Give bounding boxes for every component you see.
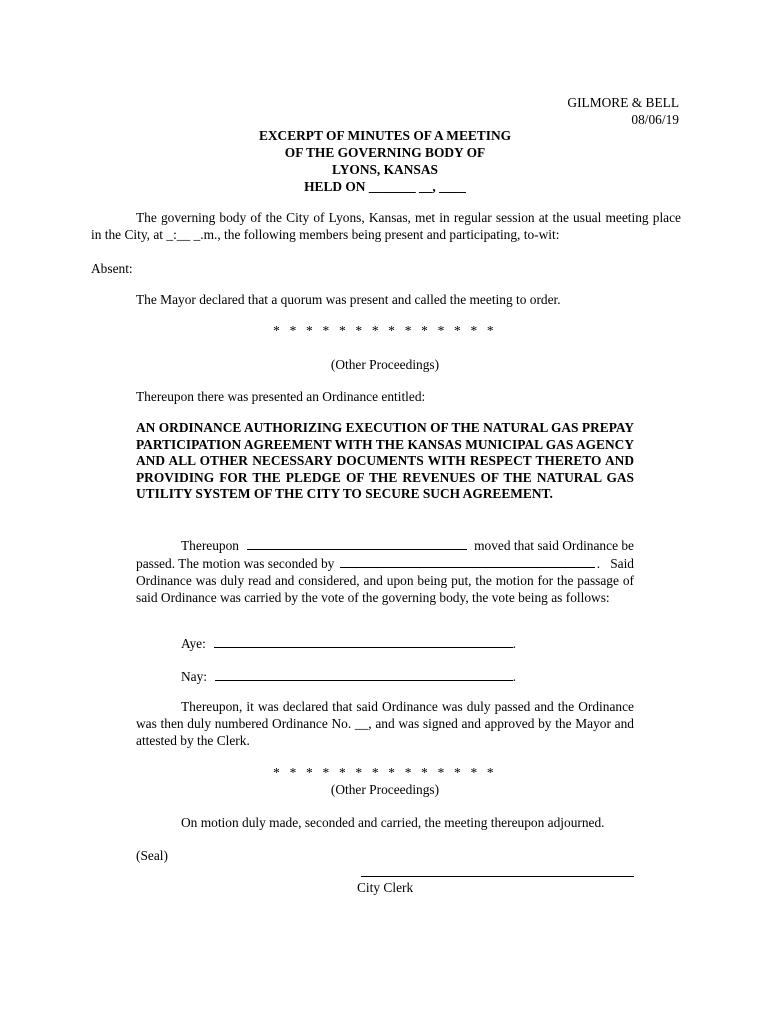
- nay-label: Nay:: [181, 669, 208, 684]
- title-line-3: LYONS, KANSAS: [332, 162, 438, 177]
- motion-line-1: [136, 536, 634, 554]
- motion-paragraph: [136, 536, 634, 606]
- aye-label: Aye:: [181, 636, 206, 651]
- nay-blank[interactable]: [215, 667, 513, 681]
- city-clerk-label: City Clerk: [357, 880, 414, 895]
- firm-name: GILMORE & BELL: [567, 95, 679, 110]
- other-proceedings-label: (Other Proceedings): [330, 357, 440, 372]
- thereupon-text: Thereupon: [181, 538, 240, 553]
- absent-label: Absent:: [91, 261, 133, 276]
- separator-stars-2: * * * * * * * * * * * * * *: [273, 765, 497, 780]
- motion-rest-text: Ordinance was duly read and considered, and upon being put, the motion for the passage of said Ordinance was carried by the vote of the governing body, the vote being as follows:: [136, 573, 634, 605]
- mover-blank[interactable]: [247, 536, 467, 550]
- seconder-blank[interactable]: [340, 554, 594, 568]
- said-text: . Said: [596, 556, 634, 571]
- ordinance-title: AN ORDINANCE AUTHORIZING EXECUTION OF THE NATURAL GAS PREPAY PARTICIPATION AGREEMENT WITH THE KANSAS MUNICIPAL GAS AGENCY AND ALL OTHER NECESSARY DOCUMENTS WITH RESPECT THERETO AND PROVIDING FOR THE PLEDGE OF THE REVENUES OF THE NATURAL GAS UTILITY SYSTEM OF THE CITY TO SECURE SUCH AGREEMENT.: [136, 420, 634, 502]
- aye-blank[interactable]: [214, 634, 513, 648]
- quorum-statement: The Mayor declared that a quorum was present and called the meeting to order.: [136, 292, 561, 307]
- title-line-2: OF THE GOVERNING BODY OF: [284, 145, 486, 160]
- nay-line: [181, 667, 516, 685]
- presented-statement: Thereupon there was presented an Ordinance entitled:: [136, 389, 426, 404]
- signature-line[interactable]: [361, 876, 634, 877]
- separator-stars: * * * * * * * * * * * * * *: [273, 323, 497, 338]
- declared-paragraph: Thereupon, it was declared that said Ordinance was duly passed and the Ordinance was then duly numbered Ordinance No. __, and was signed and approved by the Mayor and attested by the Clerk.: [136, 699, 634, 748]
- document-title: [0, 127, 770, 195]
- seal-label: (Seal): [136, 848, 168, 863]
- aye-period: .: [512, 636, 516, 651]
- aye-line: [181, 634, 516, 652]
- title-line-1: EXCERPT OF MINUTES OF A MEETING: [258, 128, 512, 143]
- motion-line-2: [136, 554, 634, 572]
- title-line-4: HELD ON _______ __, ____: [304, 179, 466, 194]
- adjourned-statement: On motion duly made, seconded and carried, the meeting thereupon adjourned.: [181, 815, 605, 830]
- nay-period: .: [512, 669, 516, 684]
- intro-paragraph: The governing body of the City of Lyons, Kansas, met in regular session at the usual meeting place in the City, at _:__ _.m., the following members being present and participating, to-wit:: [91, 210, 681, 242]
- moved-text: moved that said Ordinance be: [474, 538, 634, 553]
- draft-date: 08/06/19: [631, 112, 679, 127]
- other-proceedings-label-2: (Other Proceedings): [330, 782, 440, 797]
- passed-text: passed. The motion was seconded by: [136, 556, 335, 571]
